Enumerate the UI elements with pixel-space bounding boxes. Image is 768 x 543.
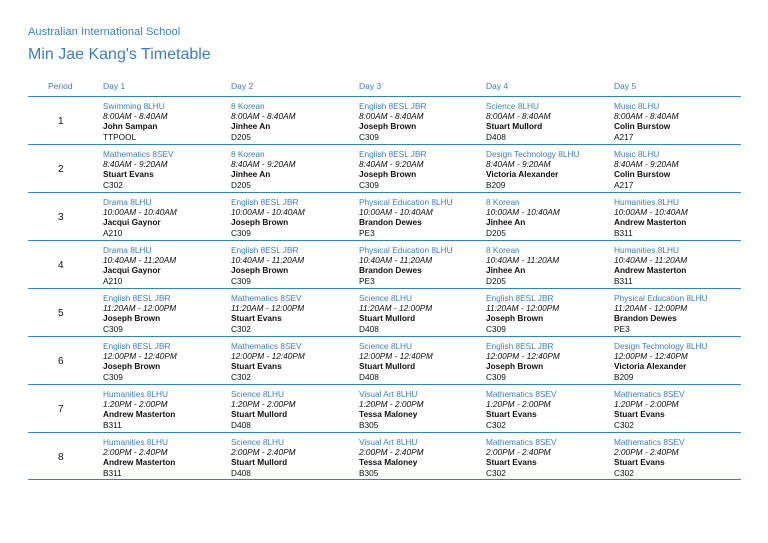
class-cell: [103, 389, 227, 430]
class-subject: Mathematics 8SEV: [614, 437, 685, 447]
class-room: TTPOOL: [103, 131, 137, 142]
class-time: 1:20PM - 2:00PM: [103, 399, 168, 410]
class-subject: Science 8LHU: [486, 101, 540, 111]
header-day-4: Day 4: [486, 81, 509, 91]
class-room: C302: [486, 467, 506, 478]
class-room: C302: [614, 467, 634, 478]
class-subject: Science 8LHU: [231, 437, 285, 447]
class-teacher: Joseph Brown: [486, 361, 544, 372]
class-room: D408: [359, 371, 379, 382]
class-cell: [231, 245, 355, 286]
class-cell: [359, 149, 483, 190]
class-cell: [486, 197, 610, 238]
class-teacher: Brandon Dewes: [614, 313, 677, 324]
header-day-5: Day 5: [614, 81, 637, 91]
class-cell: [614, 389, 738, 430]
class-subject: English 8ESL JBR: [103, 293, 171, 303]
class-teacher: Tessa Maloney: [359, 409, 418, 420]
class-time: 2:00PM - 2:40PM: [486, 447, 551, 458]
class-teacher: Stuart Evans: [103, 169, 154, 180]
class-subject: English 8ESL JBR: [486, 341, 554, 351]
class-cell: [359, 245, 483, 286]
class-room: C302: [486, 419, 506, 430]
class-teacher: Joseph Brown: [103, 313, 161, 324]
class-cell: [359, 437, 483, 478]
school-name: Australian International School: [28, 26, 181, 38]
class-teacher: Victoria Alexander: [486, 169, 559, 180]
class-time: 2:00PM - 2:40PM: [614, 447, 679, 458]
class-subject: English 8ESL JBR: [359, 149, 427, 159]
class-time: 10:40AM - 11:20AM: [614, 255, 688, 266]
table-row: [28, 144, 741, 192]
class-time: 1:20PM - 2:00PM: [614, 399, 679, 410]
class-subject: English 8ESL JBR: [103, 341, 171, 351]
class-room: D408: [359, 323, 379, 334]
class-cell: [486, 437, 610, 478]
class-subject: Physical Education 8LHU: [359, 245, 453, 255]
class-subject: Swimming 8LHU: [103, 101, 165, 111]
period-number: 6: [58, 356, 64, 367]
class-time: 8:40AM - 9:20AM: [486, 159, 551, 170]
class-room: C302: [614, 419, 634, 430]
class-time: 10:40AM - 11:20AM: [103, 255, 177, 266]
class-room: C302: [103, 179, 123, 190]
class-time: 11:20AM - 12:00PM: [103, 303, 177, 314]
table-row: [28, 192, 741, 240]
class-subject: Music 8LHU: [614, 149, 660, 159]
class-teacher: Tessa Maloney: [359, 457, 418, 468]
class-cell: [614, 293, 738, 334]
class-room: C309: [103, 371, 123, 382]
class-room: D205: [231, 131, 251, 142]
class-room: B311: [103, 467, 122, 478]
class-teacher: Joseph Brown: [359, 121, 417, 132]
class-teacher: Brandon Dewes: [359, 265, 422, 276]
class-time: 8:40AM - 9:20AM: [359, 159, 424, 170]
class-subject: Mathematics 8SEV: [486, 437, 557, 447]
class-room: C309: [486, 323, 506, 334]
table-row: [28, 336, 741, 384]
class-time: 10:00AM - 10:40AM: [231, 207, 305, 218]
class-subject: 8 Korean: [231, 101, 265, 111]
class-room: D408: [231, 419, 251, 430]
class-room: A210: [103, 275, 123, 286]
class-room: PE3: [359, 275, 375, 286]
class-cell: [486, 341, 610, 382]
class-room: C302: [231, 323, 251, 334]
class-cell: [614, 101, 738, 142]
class-cell: [614, 245, 738, 286]
class-time: 11:20AM - 12:00PM: [614, 303, 688, 314]
class-room: PE3: [359, 227, 375, 238]
timetable-body: [28, 96, 741, 480]
class-room: B305: [359, 419, 379, 430]
class-subject: Physical Education 8LHU: [614, 293, 708, 303]
class-subject: Science 8LHU: [359, 341, 413, 351]
class-cell: [231, 437, 355, 478]
class-cell: [231, 101, 355, 142]
period-number: 1: [58, 116, 64, 127]
class-time: 1:20PM - 2:00PM: [486, 399, 551, 410]
class-room: PE3: [614, 323, 630, 334]
class-time: 8:00AM - 8:40AM: [359, 111, 424, 122]
class-room: B209: [486, 179, 506, 190]
class-cell: [486, 245, 610, 286]
class-subject: Design Technology 8LHU: [614, 341, 708, 351]
class-room: B311: [614, 275, 633, 286]
class-teacher: Stuart Mullord: [231, 457, 288, 468]
header-day-2: Day 2: [231, 81, 254, 91]
class-cell: [486, 149, 610, 190]
class-room: A217: [614, 179, 634, 190]
page-title: Min Jae Kang's Timetable: [28, 46, 211, 63]
class-time: 10:00AM - 10:40AM: [103, 207, 177, 218]
class-teacher: Joseph Brown: [103, 361, 161, 372]
class-teacher: Jinhee An: [231, 169, 271, 180]
class-cell: [486, 101, 610, 142]
class-subject: 8 Korean: [486, 245, 520, 255]
class-room: B311: [614, 227, 633, 238]
class-time: 10:00AM - 10:40AM: [486, 207, 560, 218]
class-teacher: Stuart Mullord: [231, 409, 288, 420]
class-cell: [614, 437, 738, 478]
class-teacher: Stuart Evans: [231, 313, 282, 324]
class-cell: [359, 341, 483, 382]
class-cell: [103, 245, 227, 286]
table-row: [28, 240, 741, 288]
class-room: D205: [486, 227, 506, 238]
table-row: [28, 288, 741, 336]
class-room: D408: [231, 467, 251, 478]
header-day-1: Day 1: [103, 81, 126, 91]
period-number: 8: [58, 452, 64, 463]
class-cell: [359, 101, 483, 142]
class-time: 8:00AM - 8:40AM: [614, 111, 679, 122]
class-cell: [486, 389, 610, 430]
class-subject: 8 Korean: [231, 149, 265, 159]
class-teacher: Joseph Brown: [231, 217, 289, 228]
class-subject: Humanities 8LHU: [614, 245, 680, 255]
class-subject: Humanities 8LHU: [614, 197, 680, 207]
class-time: 8:00AM - 8:40AM: [103, 111, 168, 122]
class-subject: Design Technology 8LHU: [486, 149, 580, 159]
class-room: A210: [103, 227, 123, 238]
class-cell: [103, 341, 227, 382]
class-subject: Mathematics 8SEV: [486, 389, 557, 399]
class-subject: Mathematics 8SEV: [231, 341, 302, 351]
class-teacher: Jinhee An: [486, 217, 526, 228]
class-time: 1:20PM - 2:00PM: [231, 399, 296, 410]
class-room: A217: [614, 131, 634, 142]
class-cell: [103, 149, 227, 190]
class-time: 10:00AM - 10:40AM: [359, 207, 433, 218]
period-number: 2: [58, 164, 64, 175]
class-teacher: Stuart Evans: [614, 409, 665, 420]
table-row: [28, 384, 741, 432]
class-teacher: Joseph Brown: [231, 265, 289, 276]
class-time: 11:20AM - 12:00PM: [231, 303, 305, 314]
timetable-header: [28, 78, 741, 96]
table-row: [28, 432, 741, 480]
class-teacher: Stuart Evans: [486, 409, 537, 420]
class-cell: [359, 293, 483, 334]
class-cell: [103, 293, 227, 334]
class-teacher: Stuart Mullord: [359, 361, 416, 372]
class-teacher: Jinhee An: [486, 265, 526, 276]
class-subject: Visual Art 8LHU: [359, 437, 418, 447]
table-row: [28, 96, 741, 144]
class-time: 8:00AM - 8:40AM: [231, 111, 296, 122]
header-period: Period: [48, 81, 73, 91]
class-time: 2:00PM - 2:40PM: [359, 447, 424, 458]
class-cell: [103, 197, 227, 238]
class-time: 12:00PM - 12:40PM: [231, 351, 305, 362]
class-subject: Mathematics 8SEV: [103, 149, 174, 159]
class-subject: English 8ESL JBR: [486, 293, 554, 303]
class-teacher: Jacqui Gaynor: [103, 265, 161, 276]
class-cell: [103, 437, 227, 478]
class-teacher: Stuart Evans: [486, 457, 537, 468]
class-cell: [231, 389, 355, 430]
class-subject: 8 Korean: [486, 197, 520, 207]
class-cell: [231, 341, 355, 382]
class-time: 10:40AM - 11:20AM: [359, 255, 433, 266]
class-cell: [359, 197, 483, 238]
class-room: C309: [231, 227, 251, 238]
class-cell: [614, 341, 738, 382]
class-subject: Mathematics 8SEV: [614, 389, 685, 399]
class-room: C309: [359, 179, 379, 190]
class-time: 8:40AM - 9:20AM: [231, 159, 296, 170]
class-teacher: Victoria Alexander: [614, 361, 687, 372]
class-teacher: Joseph Brown: [486, 313, 544, 324]
period-number: 3: [58, 212, 64, 223]
class-room: B305: [359, 467, 379, 478]
class-teacher: Stuart Mullord: [486, 121, 543, 132]
class-teacher: Andrew Masterton: [103, 457, 176, 468]
class-subject: Drama 8LHU: [103, 197, 152, 207]
class-room: C309: [103, 323, 123, 334]
class-subject: English 8ESL JBR: [231, 197, 299, 207]
timetable: [28, 78, 741, 480]
class-time: 2:00PM - 2:40PM: [103, 447, 168, 458]
class-subject: Visual Art 8LHU: [359, 389, 418, 399]
class-room: B311: [103, 419, 122, 430]
class-cell: [614, 149, 738, 190]
class-time: 8:00AM - 8:40AM: [486, 111, 551, 122]
class-time: 10:40AM - 11:20AM: [231, 255, 305, 266]
class-time: 11:20AM - 12:00PM: [359, 303, 433, 314]
class-room: C309: [231, 275, 251, 286]
period-number: 7: [58, 404, 64, 415]
class-teacher: Colin Burstow: [614, 121, 671, 132]
class-time: 8:40AM - 9:20AM: [103, 159, 168, 170]
class-cell: [231, 197, 355, 238]
class-teacher: John Sampan: [103, 121, 158, 132]
class-subject: Drama 8LHU: [103, 245, 152, 255]
class-time: 11:20AM - 12:00PM: [486, 303, 560, 314]
class-subject: Music 8LHU: [614, 101, 660, 111]
class-time: 12:00PM - 12:40PM: [614, 351, 688, 362]
class-teacher: Jinhee An: [231, 121, 271, 132]
class-room: D205: [231, 179, 251, 190]
class-teacher: Stuart Evans: [614, 457, 665, 468]
class-cell: [359, 389, 483, 430]
class-room: C302: [231, 371, 251, 382]
class-teacher: Andrew Masterton: [614, 217, 687, 228]
header-day-3: Day 3: [359, 81, 382, 91]
period-number: 5: [58, 308, 64, 319]
class-teacher: Stuart Evans: [231, 361, 282, 372]
class-cell: [231, 149, 355, 190]
class-cell: [486, 293, 610, 334]
class-subject: Humanities 8LHU: [103, 389, 169, 399]
class-teacher: Brandon Dewes: [359, 217, 422, 228]
class-subject: Humanities 8LHU: [103, 437, 169, 447]
class-teacher: Colin Burstow: [614, 169, 671, 180]
class-subject: Physical Education 8LHU: [359, 197, 453, 207]
class-teacher: Jacqui Gaynor: [103, 217, 161, 228]
class-subject: Mathematics 8SEV: [231, 293, 302, 303]
class-teacher: Andrew Masterton: [103, 409, 176, 420]
class-time: 12:00PM - 12:40PM: [359, 351, 433, 362]
class-room: C309: [486, 371, 506, 382]
class-room: D408: [486, 131, 506, 142]
class-room: B209: [614, 371, 634, 382]
class-subject: Science 8LHU: [231, 389, 285, 399]
class-time: 10:40AM - 11:20AM: [486, 255, 560, 266]
class-room: C309: [359, 131, 379, 142]
class-time: 10:00AM - 10:40AM: [614, 207, 688, 218]
class-subject: Science 8LHU: [359, 293, 413, 303]
class-teacher: Joseph Brown: [359, 169, 417, 180]
class-time: 8:40AM - 9:20AM: [614, 159, 679, 170]
class-time: 12:00PM - 12:40PM: [103, 351, 177, 362]
class-subject: English 8ESL JBR: [359, 101, 427, 111]
class-subject: English 8ESL JBR: [231, 245, 299, 255]
class-room: D205: [486, 275, 506, 286]
class-time: 12:00PM - 12:40PM: [486, 351, 560, 362]
period-number: 4: [58, 260, 64, 271]
class-time: 1:20PM - 2:00PM: [359, 399, 424, 410]
class-cell: [103, 101, 227, 142]
class-cell: [614, 197, 738, 238]
class-teacher: Stuart Mullord: [359, 313, 416, 324]
class-teacher: Andrew Masterton: [614, 265, 687, 276]
class-cell: [231, 293, 355, 334]
class-time: 2:00PM - 2:40PM: [231, 447, 296, 458]
